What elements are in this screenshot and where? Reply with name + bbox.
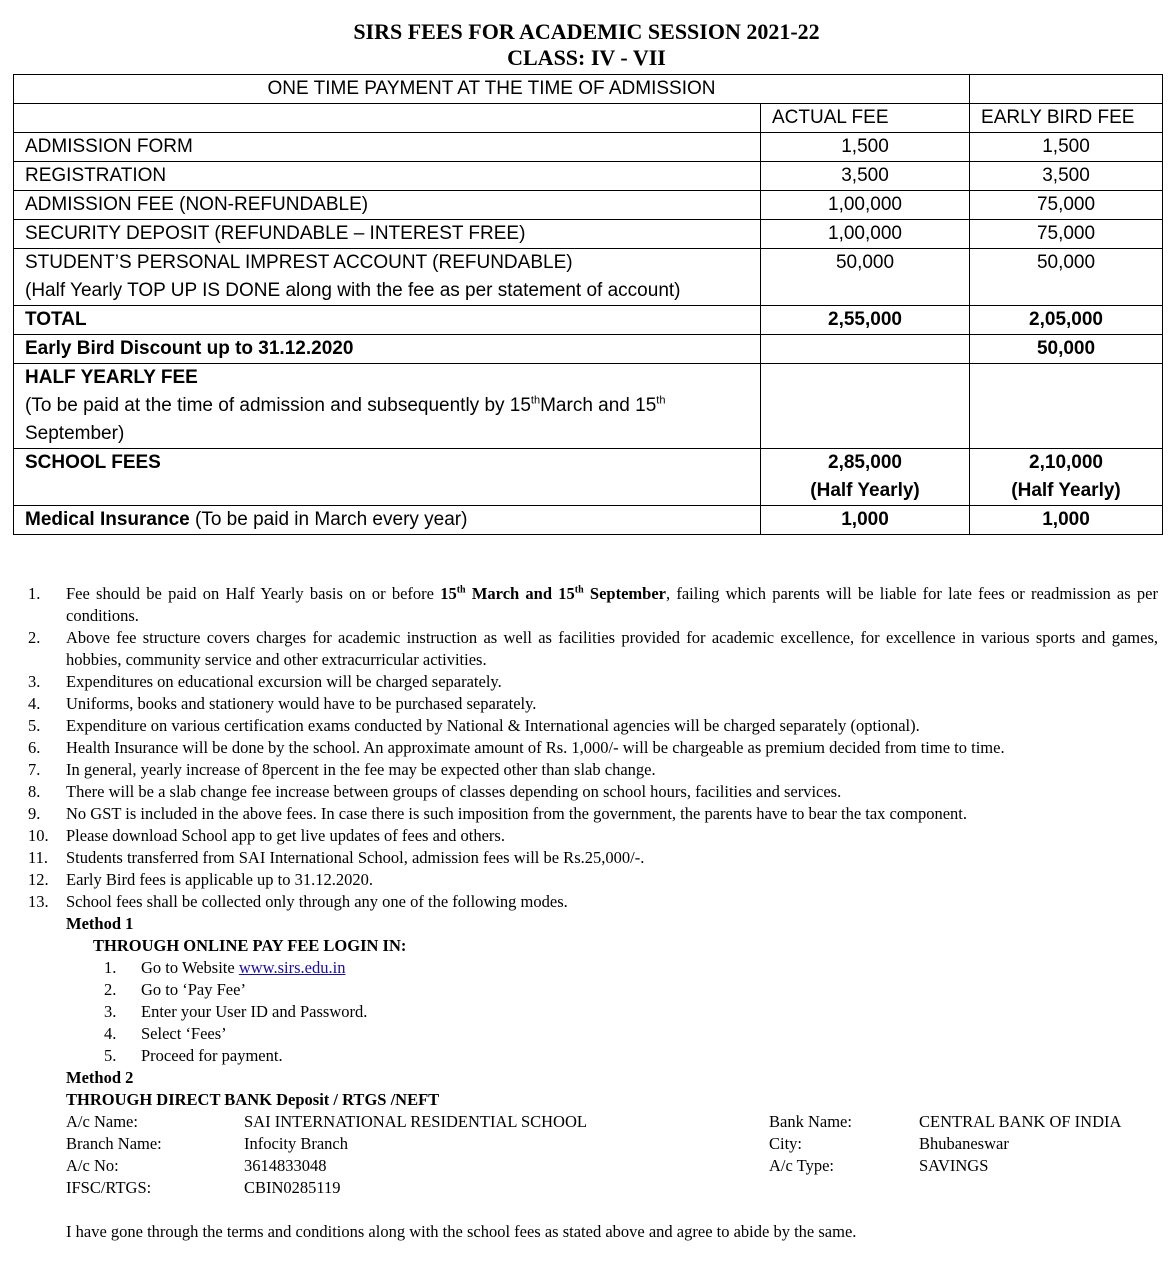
school-fees-row: SCHOOL FEES 2,85,000 (Half Yearly) 2,10,000 (Half Yearly) [14,449,1163,506]
account-number: 3614833048 [244,1156,327,1175]
list-item: 12. Early Bird fees is applicable up to 31.12.2020. [28,870,374,889]
col-actual-fee: ACTUAL FEE [761,104,970,133]
list-item: 5. Proceed for payment. [104,1046,283,1065]
half-yearly-label: HALF YEARLY FEE [25,367,198,388]
list-item: 7. In general, yearly increase of 8percent in the fee may be expected other than slab change. [28,760,656,779]
list-item: 9. No GST is included in the above fees. In case there is such imposition from the government, the parents have to bear the tax component. [28,804,967,823]
list-item: 4. Uniforms, books and stationery would have to be purchased separately. [28,694,537,713]
row-sublabel: (Half Yearly TOP UP IS DONE along with the fee as per statement of account) [25,280,681,301]
ifsc-code: CBIN0285119 [244,1178,341,1197]
method1-subtitle: THROUGH ONLINE PAY FEE LOGIN IN: [93,936,407,955]
section-heading: ONE TIME PAYMENT AT THE TIME OF ADMISSION [14,75,970,104]
list-item: 5. Expenditure on various certification exams conducted by National & International agencies will be charged separately (optional). [28,716,920,735]
list-item: 6. Health Insurance will be done by the school. An approximate amount of Rs. 1,000/- will be chargeable as premium decided from time to time. [28,738,1005,757]
table-row [14,220,1163,249]
early-value: 75,000 [970,220,1163,249]
discount-row [14,335,1163,364]
list-item: 10. Please download School app to get live updates of fees and others. [28,826,505,845]
total-early: 2,05,000 [970,306,1163,335]
list-item: 2. Go to ‘Pay Fee’ [104,980,246,999]
discount-value: 50,000 [970,335,1163,364]
col-early-bird-fee: EARLY BIRD FEE [970,104,1163,133]
method2-subtitle: THROUGH DIRECT BANK Deposit / RTGS /NEFT [66,1090,440,1109]
class-range: CLASS: IV - VII [507,45,666,70]
method2-title: Method 2 [66,1068,134,1087]
actual-value: 1,00,000 [761,220,970,249]
list-item: 13. School fees shall be collected only through any one of the following modes. [28,892,568,911]
table-row [14,162,1163,191]
school-fees-actual: 2,85,000 [828,452,902,473]
account-type: SAVINGS [919,1156,989,1175]
table-row [14,191,1163,220]
bank-row: Branch Name: Infocity Branch City: Bhubaneswar [66,1134,1009,1153]
school-fees-label: SCHOOL FEES [14,449,761,506]
bank-row: A/c Name: SAI INTERNATIONAL RESIDENTIAL SCHOOL Bank Name: CENTRAL BANK OF INDIA [66,1112,1122,1131]
fee-table [13,74,1163,535]
total-actual: 2,55,000 [761,306,970,335]
early-value: 3,500 [970,162,1163,191]
list-item: 4. Select ‘Fees’ [104,1024,227,1043]
actual-value: 1,500 [761,133,970,162]
website-link[interactable]: www.sirs.edu.in [238,958,346,977]
half-yearly-row: HALF YEARLY FEE (To be paid at the time of admission and subsequently by 15thMarch and 15th September) [14,364,1163,449]
medical-actual: 1,000 [761,506,970,535]
method1-title: Method 1 [66,914,134,933]
actual-value: 1,00,000 [761,191,970,220]
city: Bhubaneswar [919,1134,1009,1153]
table-row [14,133,1163,162]
table-row [14,75,1163,104]
list-item: 1. Fee should be paid on Half Yearly basis on or before 15th March and 15th September, failing which parents will be liable for late fees or readmission as per conditions. [28,584,1158,625]
medical-early: 1,000 [970,506,1163,535]
row-label: ADMISSION FORM [14,133,761,162]
total-row [14,306,1163,335]
list-item: 2. Above fee structure covers charges for academic instruction as well as facilities provided for academic excellence, for excellence in various sports and games, hobbies, community service and other extracurricular activities. [28,628,1158,669]
declaration: I have gone through the terms and conditions along with the school fees as stated above and agree to abide by the same. [66,1222,857,1241]
bank-name: CENTRAL BANK OF INDIA [919,1112,1122,1131]
total-label: TOTAL [14,306,761,335]
document-title: SIRS FEES FOR ACADEMIC SESSION 2021-22 [353,19,820,44]
actual-value: 3,500 [761,162,970,191]
school-fees-early: 2,10,000 [1029,452,1103,473]
terms-list [0,583,1173,1243]
medical-label: Medical Insurance [25,509,190,530]
table-row [14,249,1163,306]
row-label: STUDENT’S PERSONAL IMPREST ACCOUNT (REFUNDABLE) (Half Yearly TOP UP IS DONE along with the fee as per statement of account) [14,249,761,306]
bank-row: A/c No: 3614833048 A/c Type: SAVINGS [66,1156,989,1175]
bank-row: IFSC/RTGS: CBIN0285119 [66,1178,341,1197]
early-value: 75,000 [970,191,1163,220]
list-item: 11. Students transferred from SAI International School, admission fees will be Rs.25,000/-. [28,848,645,867]
branch-name: Infocity Branch [244,1134,349,1153]
list-item: 3. Enter your User ID and Password. [104,1002,368,1021]
list-item: 3. Expenditures on educational excursion will be charged separately. [28,672,502,691]
account-name: SAI INTERNATIONAL RESIDENTIAL SCHOOL [244,1112,587,1131]
table-header-row [14,104,1163,133]
list-item: 1. Go to Website www.sirs.edu.in [104,958,346,977]
row-label: SECURITY DEPOSIT (REFUNDABLE – INTEREST FREE) [14,220,761,249]
early-value: 50,000 [970,249,1163,306]
row-label: ADMISSION FEE (NON-REFUNDABLE) [14,191,761,220]
actual-value: 50,000 [761,249,970,306]
early-value: 1,500 [970,133,1163,162]
row-label: REGISTRATION [14,162,761,191]
medical-row: Medical Insurance (To be paid in March every year) 1,000 1,000 [14,506,1163,535]
list-item: 8. There will be a slab change fee increase between groups of classes depending on school hours, facilities and services. [28,782,842,801]
discount-label: Early Bird Discount up to 31.12.2020 [14,335,761,364]
